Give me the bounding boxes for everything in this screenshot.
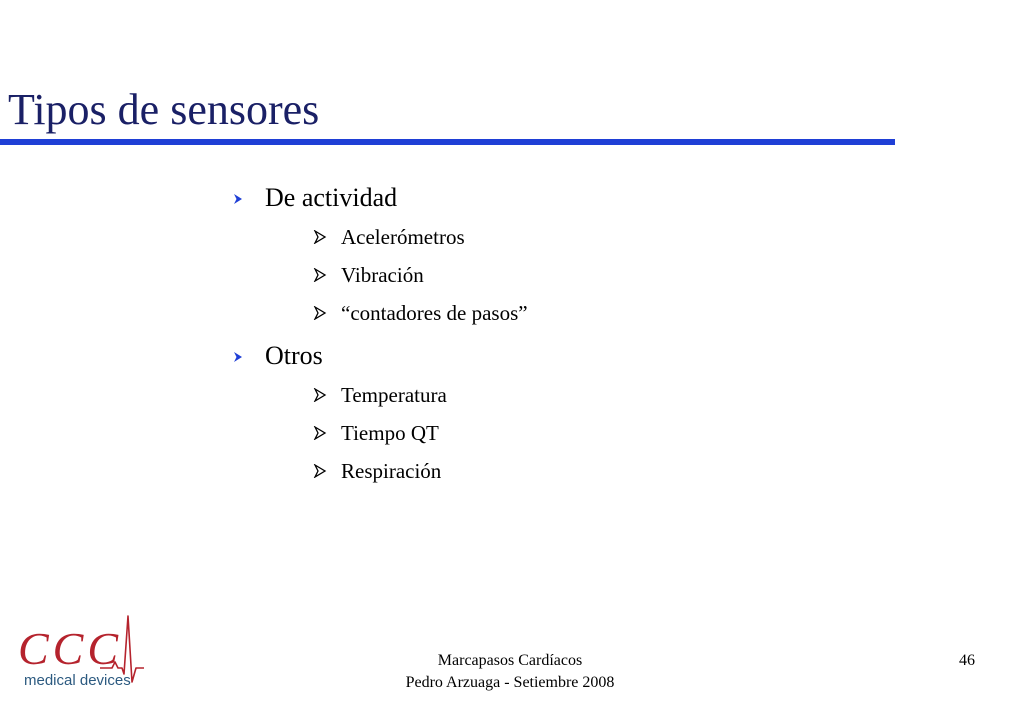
- sub-bullet-label: Tiempo QT: [341, 421, 439, 445]
- bullet-item-de-actividad: [230, 180, 528, 332]
- sub-bullet-item: [313, 414, 528, 452]
- footer-line-2: Pedro Arzuaga - Setiembre 2008: [405, 674, 615, 691]
- sub-bullet-list: [265, 218, 528, 332]
- sub-bullet-item: [313, 294, 528, 332]
- slide-title: Tipos de sensores: [8, 85, 320, 134]
- sub-bullet-label: Vibración: [341, 263, 424, 287]
- bullet-list: [230, 180, 528, 496]
- sub-bullet-label: Respiración: [341, 459, 442, 483]
- arrowhead-icon: [313, 230, 327, 244]
- arrowhead-icon: [313, 426, 327, 440]
- sub-bullet-item: [313, 256, 528, 294]
- title-underline: [0, 139, 895, 145]
- bullet-label: De actividad: [265, 183, 398, 212]
- logo-subtitle: medical devices: [24, 672, 131, 689]
- sub-bullet-label: “contadores de pasos”: [341, 301, 528, 325]
- arrowhead-icon: [313, 306, 327, 320]
- chevron-right-icon: [232, 351, 244, 363]
- sub-bullet-label: Acelerómetros: [341, 225, 465, 249]
- sub-bullet-item: [313, 452, 528, 490]
- footer-line-1: Marcapasos Cardíacos: [437, 652, 583, 669]
- bullet-item-otros: [230, 338, 528, 490]
- arrowhead-icon: [313, 388, 327, 402]
- arrowhead-icon: [313, 464, 327, 478]
- sub-bullet-item: [313, 218, 528, 256]
- bullet-label: Otros: [265, 341, 323, 370]
- page-number: 46: [959, 652, 975, 669]
- arrowhead-icon: [313, 268, 327, 282]
- chevron-right-icon: [232, 193, 244, 205]
- sub-bullet-item: [313, 376, 528, 414]
- slide-footer: [360, 650, 660, 694]
- sub-bullet-label: Temperatura: [341, 383, 447, 407]
- sub-bullet-list: [265, 376, 528, 490]
- logo-letters: CCC: [18, 623, 123, 674]
